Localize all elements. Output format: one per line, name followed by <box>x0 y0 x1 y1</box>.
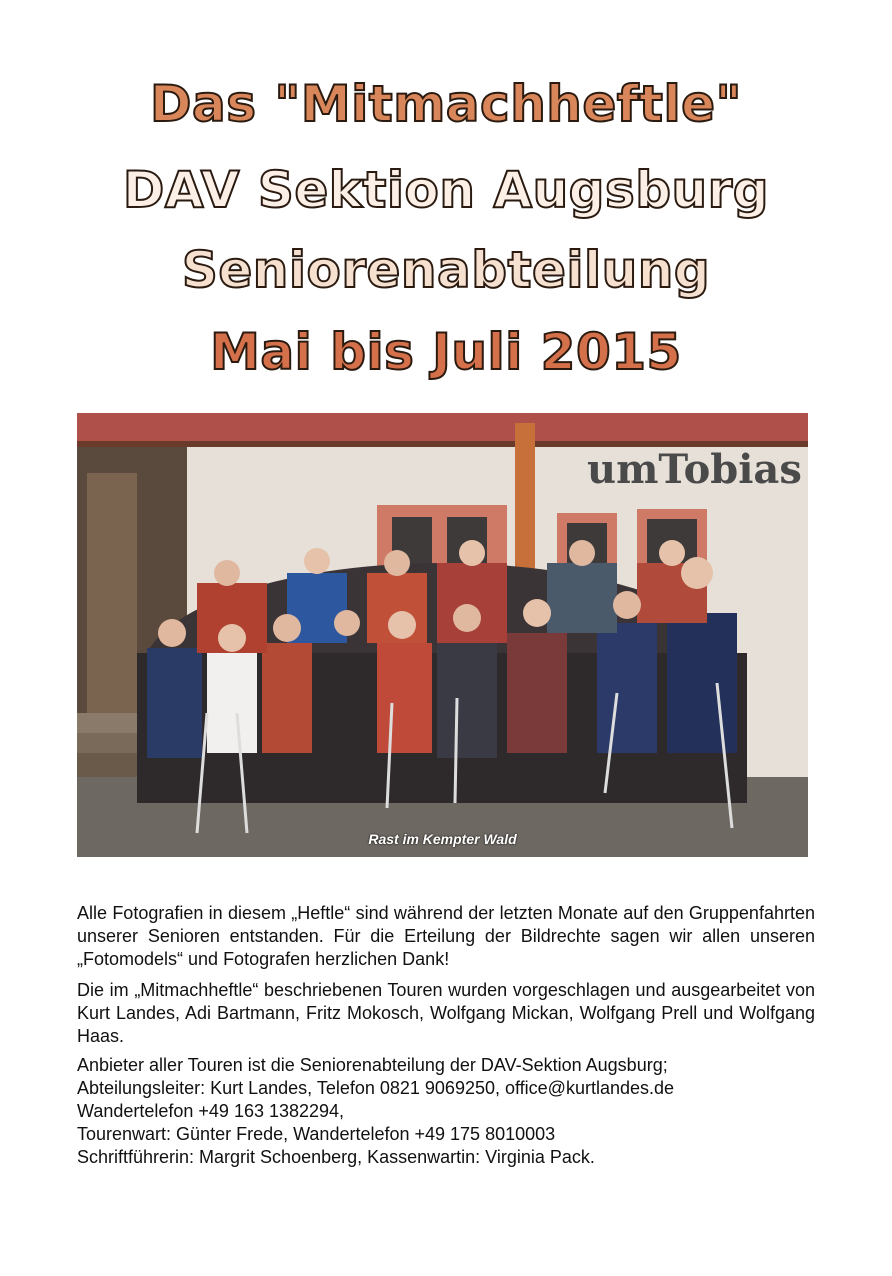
sign-text: umTobias <box>587 446 802 493</box>
group-photo <box>77 413 808 857</box>
title-line-4: Mai bis Juli 2015 <box>210 323 682 381</box>
paragraph-photos-credit: Alle Fotografien in diesem „Heftle“ sind während der letzten Monate auf den Gruppenfahrten unserer Senioren entstanden. Für die Erteilung der Bildrechte sagen wir allen unseren „Fotomodels“ und Fotografen herzlichen Dank! <box>77 903 815 969</box>
contact-line: Tourenwart: Günter Frede, Wandertelefon +49 175 8010003 <box>77 1124 556 1144</box>
title-line-3: Seniorenabteilung <box>181 241 711 299</box>
contact-line: Abteilungsleiter: Kurt Landes, Telefon 0821 9069250, office@kurtlandes.de <box>77 1078 675 1098</box>
photo-caption: Rast im Kempter Wald <box>368 831 517 847</box>
contact-info-block <box>77 1054 815 1169</box>
contact-line: Wandertelefon +49 163 1382294, <box>77 1101 345 1121</box>
contact-line: Schriftführerin: Margrit Schoenberg, Kassenwartin: Virginia Pack. <box>77 1147 595 1167</box>
title-line-1: Das "Mitmachheftle" <box>149 75 743 133</box>
title-line-2: DAV Sektion Augsburg <box>122 161 770 219</box>
paragraph-tour-authors: Die im „Mitmachheftle“ beschriebenen Touren wurden vorgeschlagen und ausgearbeitet von Kurt Landes, Adi Bartmann, Fritz Mokosch, Wolfgang Mickan, Wolfgang Prell und Wolfgang Haas. <box>77 980 815 1046</box>
group-photo-illustration <box>77 413 808 857</box>
contact-line: Anbieter aller Touren ist die Seniorenabteilung der DAV-Sektion Augsburg; <box>77 1055 668 1075</box>
